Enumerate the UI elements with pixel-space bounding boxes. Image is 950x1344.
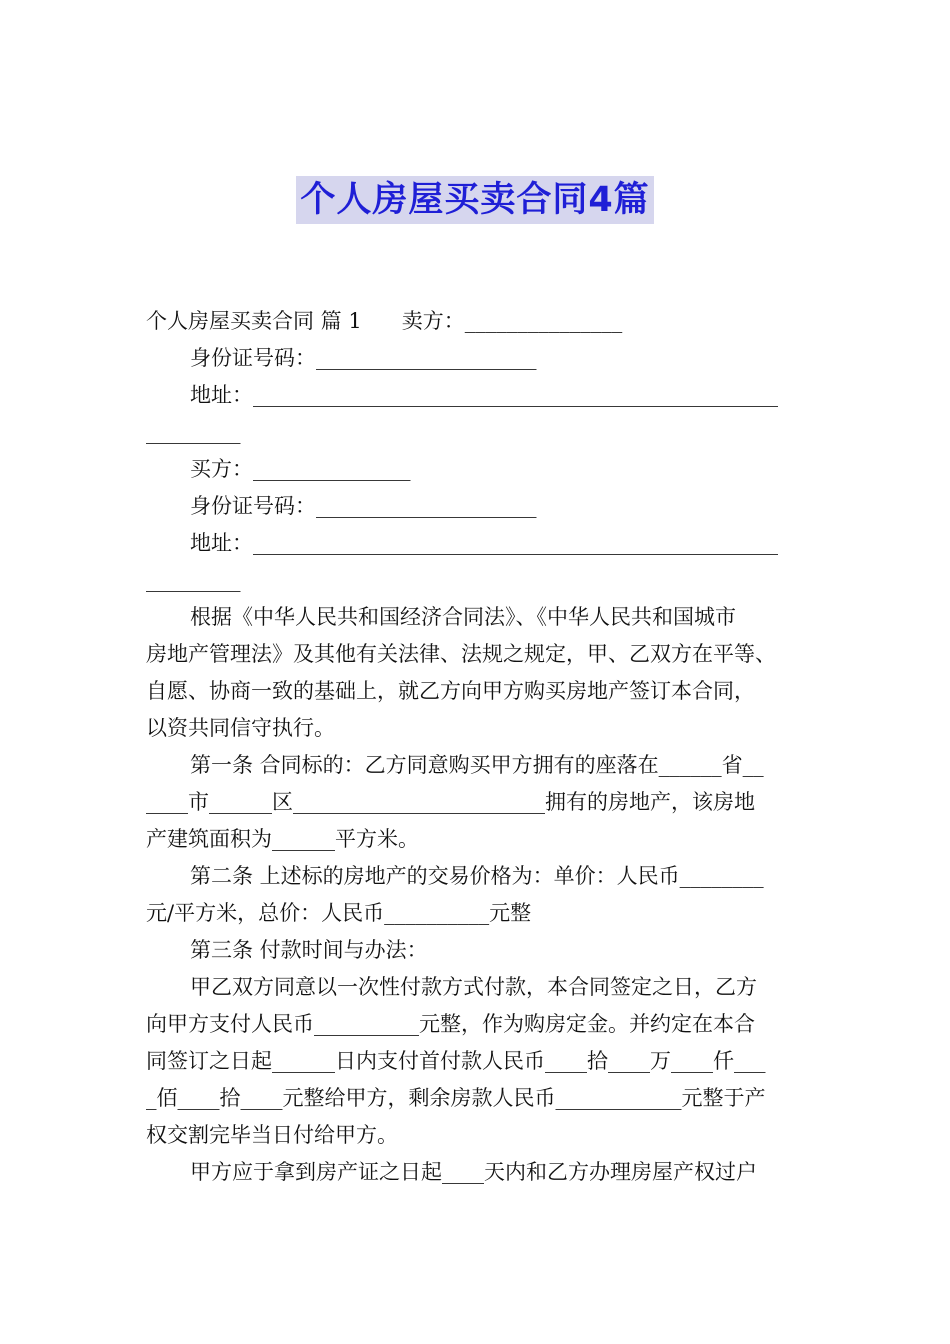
article-3-line: _佰____拾____元整给甲方，剩余房款人民币____________元整于产	[146, 1086, 766, 1110]
article-3-line: 甲方应于拿到房产证之日起____天内和乙方办理房屋产权过户	[190, 1160, 757, 1184]
preamble-line: 根据《中华人民共和国经济合同法》、《中华人民共和国城市	[190, 605, 736, 629]
seller-address-continued: _________	[146, 420, 241, 444]
buyer-address-line: 地址：__________________________________________________	[190, 531, 778, 555]
article-1-line: ____市______区________________________拥有的房地产，该房地	[146, 790, 755, 814]
document-title-wrap	[0, 176, 950, 230]
contract-heading-seller-line: 个人房屋买卖合同 篇 1 卖方：_______________	[146, 309, 623, 333]
preamble-line: 房地产管理法》及其他有关法律、法规之规定，甲、乙双方在平等、	[146, 642, 776, 666]
buyer-address-continued: _________	[146, 568, 241, 592]
article-2-line: 第二条 上述标的房地产的交易价格为：单价：人民币________	[190, 864, 764, 888]
article-1-line: 第一条 合同标的：乙方同意购买甲方拥有的座落在______省__	[190, 753, 764, 777]
preamble-line: 自愿、协商一致的基础上，就乙方向甲方购买房地产签订本合同，	[146, 679, 755, 703]
buyer-line: 买方：_______________	[190, 457, 411, 481]
preamble-line: 以资共同信守执行。	[146, 716, 335, 740]
document-title: 个人房屋买卖合同4篇	[296, 176, 653, 224]
article-1-line: 产建筑面积为______平方米。	[146, 827, 419, 851]
article-3-heading: 第三条 付款时间与办法：	[190, 938, 428, 962]
article-3-line: 向甲方支付人民币__________元整，作为购房定金。并约定在本合	[146, 1012, 755, 1036]
article-3-line: 甲乙双方同意以一次性付款方式付款，本合同签定之日，乙方	[190, 975, 757, 999]
seller-id-line: 身份证号码：_____________________	[190, 346, 537, 370]
article-3-line: 同签订之日起______日内支付首付款人民币____拾____万____仟___	[146, 1049, 766, 1073]
article-3-line: 权交割完毕当日付给甲方。	[146, 1123, 398, 1147]
seller-address-line: 地址：__________________________________________________	[190, 383, 778, 407]
buyer-id-line: 身份证号码：_____________________	[190, 494, 537, 518]
article-2-line: 元/平方米，总价：人民币__________元整	[146, 901, 532, 925]
